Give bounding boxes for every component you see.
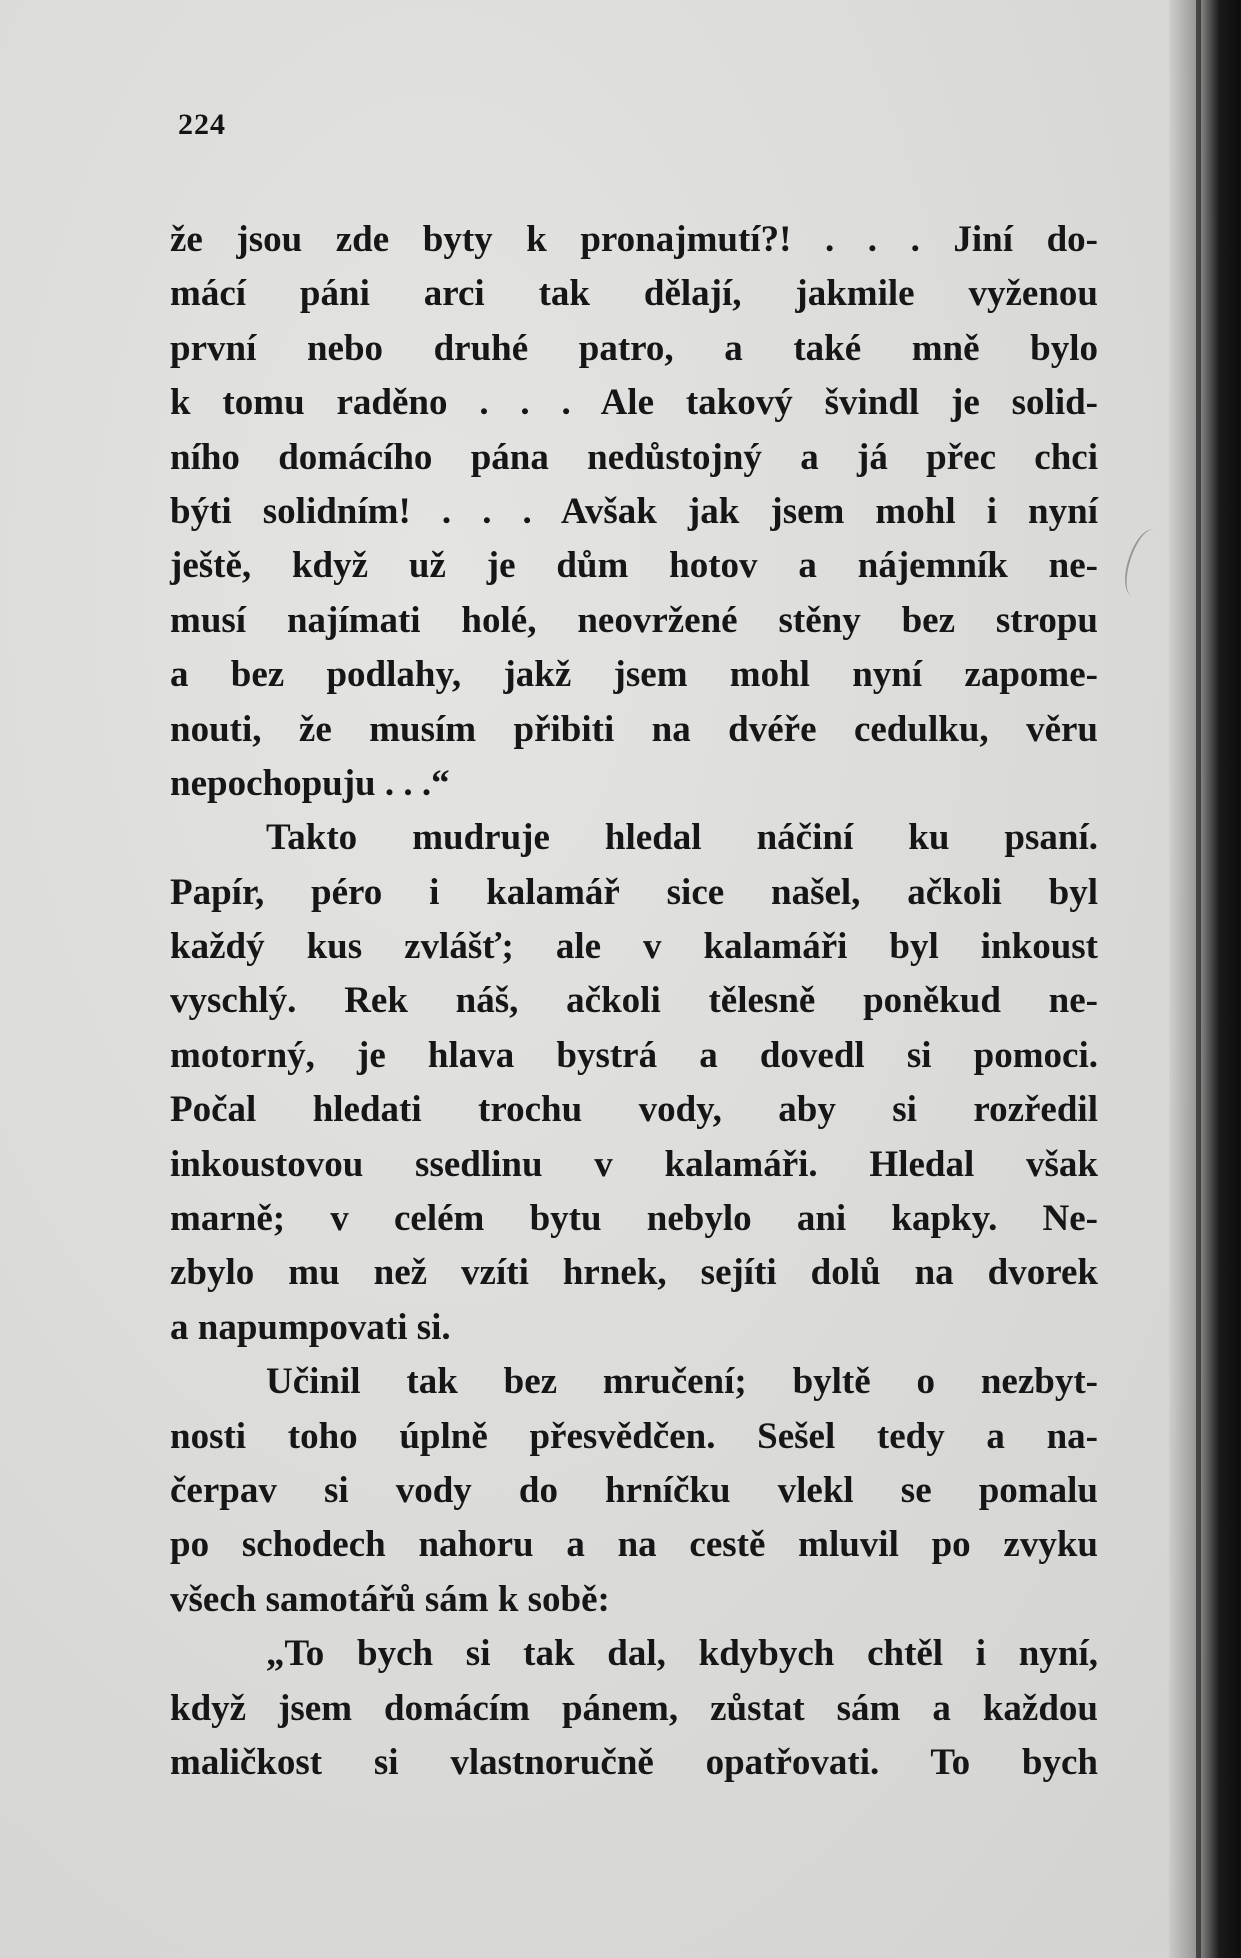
text-line: a napumpovati si. <box>170 1306 451 1348</box>
text-line: marně; v celém bytu nebylo ani kapky. Ne- <box>170 1198 1098 1240</box>
text-line: nouti, že musím přibiti na dvéře cedulku, věru <box>170 708 1098 750</box>
text-line: Počal hledati trochu vody, aby si rozředil <box>170 1089 1098 1131</box>
text-line: mácí páni arci tak dělají, jakmile vyženou <box>170 273 1098 315</box>
text-line: motorný, je hlava bystrá a dovedl si pomoci. <box>170 1034 1098 1076</box>
text-line: musí najímati holé, neovržené stěny bez stropu <box>170 599 1098 641</box>
text-line: každý kus zvlášť; ale v kalamáři byl inkoust <box>170 926 1098 968</box>
text-line: že jsou zde byty k pronajmutí?! . . . Jiní do- <box>170 219 1098 260</box>
text-line: maličkost si vlastnoručně opatřovati. To bych <box>170 1741 1098 1783</box>
page-number: 224 <box>178 108 226 141</box>
text-line: býti solidním! . . . Avšak jak jsem mohl i nyní <box>170 490 1098 532</box>
text-line: vyschlý. Rek náš, ačkoli tělesně poněkud ne- <box>170 980 1098 1022</box>
text-line: ještě, když už je dům hotov a nájemník ne- <box>170 545 1098 587</box>
text-line: a bez podlahy, jakž jsem mohl nyní zapome- <box>170 654 1098 696</box>
text-line: zbylo mu než vzíti hrnek, sejíti dolů na dvorek <box>170 1252 1098 1294</box>
text-line: inkoustovou ssedlinu v kalamáři. Hledal však <box>170 1143 1098 1185</box>
text-line: Papír, péro i kalamář sice našel, ačkoli byl <box>170 871 1098 913</box>
body-text <box>170 213 1098 1790</box>
text-line: nepochopuju . . .“ <box>170 762 450 804</box>
text-line: všech samotářů sám k sobě: <box>170 1578 610 1620</box>
text-line: když jsem domácím pánem, zůstat sám a každou <box>170 1687 1098 1729</box>
text-line: Učinil tak bez mručení; byltě o nezbyt- <box>266 1361 1098 1403</box>
text-line: čerpav si vody do hrníčku vlekl se pomalu <box>170 1469 1098 1511</box>
text-line: k tomu raděno . . . Ale takový švindl je solid- <box>170 382 1098 424</box>
margin-pencil-mark <box>1118 525 1168 601</box>
text-line: po schodech nahoru a na cestě mluvil po zvyku <box>170 1524 1098 1566</box>
page-edge-line <box>1196 0 1201 1958</box>
text-line: první nebo druhé patro, a také mně bylo <box>170 327 1098 369</box>
text-line: Takto mudruje hledal náčiní ku psaní. <box>266 817 1098 859</box>
text-line: „To bych si tak dal, kdybych chtěl i nyní, <box>266 1633 1098 1675</box>
text-line: nosti toho úplně přesvědčen. Sešel tedy a na- <box>170 1415 1098 1457</box>
text-line: ního domácího pána nedůstojný a já přec chci <box>170 436 1098 478</box>
page-edge-shadow <box>1169 0 1241 1958</box>
